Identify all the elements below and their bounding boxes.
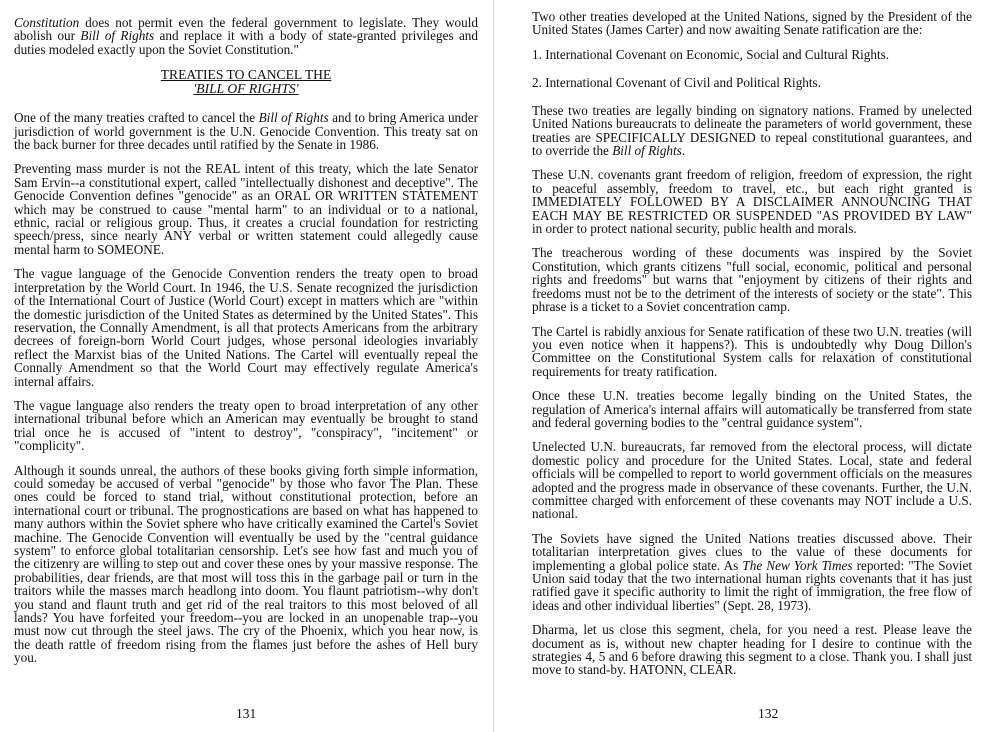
paragraph <box>14 111 478 151</box>
italic-term: Bill of Rights <box>80 28 155 44</box>
heading-line-2: 'BILL OF RIGHTS' <box>193 81 299 97</box>
paragraph: The treacherous wording of these documents was inspired by the Soviet Constitution, which grants citizens "full social, economic, political and personal rights and freedoms" but warns that "enjoyment by citizens of their rights and freedoms must not be to the detriment of the interests of society or the state". This phrase is a ticket to a Soviet concentration camp. <box>532 245 972 315</box>
paragraph: Dharma, let us close this segment, chela, for you need a rest. Please leave the document as is, without new chapter heading for I desire to continue with the strategies 4, 5 and 6 before drawing this segment to a close. Thank you. I shall just move to stand-by. HATONN, CLEAR. <box>532 622 972 678</box>
right-page <box>496 0 984 732</box>
paragraph: The vague language of the Genocide Convention renders the treaty open to broad interpretation by the World Court. In 1946, the U.S. Senate recognized the jurisdiction of the International Court of Justice (World Court) except in matters which are "within the domestic jurisdiction of the United States as determined by the United States". This reservation, the Connally Amendment, is all that protects Americans from the arbitrary decrees of foreign-born World Court judges, whose personal ideologies invariably reflect the Marxist bias of the United Nations. The Cartel will eventually repeal the Connally Amendment so that the World Court may effectively regulate America's internal affairs. <box>14 266 478 389</box>
text-run: One of the many treaties crafted to cancel the <box>14 110 259 126</box>
text-run: The Soviets have signed the United Nations treaties discussed above. Their totalitarian interpretation gives clues to the value of these documents for implementing a global police state. As <box>532 530 972 573</box>
paragraph <box>532 532 972 612</box>
page-number: 132 <box>758 706 779 721</box>
section-heading <box>14 68 478 96</box>
text-run: does not permit even the federal government to legislate. They would abolish our <box>14 15 478 44</box>
left-page <box>0 0 490 732</box>
text-run: These two treaties are legally binding on signatory nations. Framed by unelected United Nations bureaucrats to delineate the parameters of world government, these treaties are SPECIFICALLY DESIGNED to repeal constitutional guarantees, and to override the <box>532 102 972 159</box>
intro-paragraph <box>14 16 478 56</box>
paragraph: Although it sounds unreal, the authors of these books giving forth simple information, could someday be accused of verbal "genocide" by those who favor The Plan. These ones could be forced to stand trial, without constitutional protection, before an international court or tribunal. The prognostications are based on what has happened to many authors within the Soviet sphere who have critically examined the Cartel's Soviet machine. The Genocide Convention will eventually be used by the "central guidance system" to enforce global totalitarian censorship. Let's see how fast and much you of the citizenry are willing to step out and cover these ones by your massive response. The probabilities, dear friends, are that most will toss this in the garbage pail or turn in the traitors while the masses march headlong into doom. You flaunt patriotism--why don't you stand and flaunt truth and get rid of the real traitors to this most beloved of all lands? You have forfeited your freedom--you are locked in an unopenable trap--you must now cut through the steel jaws. The cry of the Phoenix, which you hear now, is the death rattle of freedom rising from the flames just before the ashes of Hell bury you. <box>14 462 478 666</box>
text-run: reported: "The Soviet Union said today that the two international human rights covenants that it has just ratified gave it specific authority to limit the right of immigration, the free flow of ideas and other individual liberties" (Sept. 28, 1973). <box>532 557 972 613</box>
paragraph <box>532 104 972 158</box>
paragraph: Once these U.N. treaties become legally binding on the United States, the regulation of America's internal affairs will automatically be transferred from state and federal governing bodies to the "central guidance system". <box>532 388 972 430</box>
text-run: and replace it with a body of state-granted privileges and duties modeled exactly upon the Soviet Constitution." <box>14 28 478 57</box>
paragraph: The vague language also renders the treaty open to broad interpretation of any other international tribunal before which an American may eventually be brought to stand trial once he is accused of "intent to destroy", "conspiracy", "incitement" or "complicity". <box>14 397 478 454</box>
paragraph: Two other treaties developed at the United Nations, signed by the President of the United States (James Carter) and now awaiting Senate ratification are the: <box>532 9 972 38</box>
page-gutter <box>493 0 494 732</box>
list-item: 1. International Covenant on Economic, Social and Cultural Rights. <box>532 46 890 62</box>
paragraph: The Cartel is rabidly anxious for Senate ratification of these two U.N. treaties (will you even notice when it happens?). This is undoubtedly why Doug Dillon's Committee on the Constitutional System calls for relaxation of constitutional requirements for treaty ratification. <box>532 323 972 379</box>
italic-term: Bill of Rights <box>258 110 329 126</box>
italic-term: Constitution <box>14 15 80 30</box>
list-item: 2. International Covenant of Civil and Political Rights. <box>532 74 821 90</box>
text-run: . <box>681 143 686 159</box>
italic-term: Bill of Rights <box>612 143 682 159</box>
paragraph: Preventing mass murder is not the REAL intent of this treaty, which the late Senator Sam Ervin--a constitutional expert, called "intellectually dishonest and deceptive". The Genocide Convention defines "genocide" as an ORAL OR WRITTEN STATEMENT which may be construed to cause "mental harm" to an individual or to a national, ethnic, racial or religious group. Thus, it creates a crucial foundation for restricting speech/press, since nearly ANY verbal or written statement could allegedly cause mental harm to SOMEONE. <box>14 161 478 257</box>
paragraph: These U.N. covenants grant freedom of religion, freedom of expression, the right to peaceful assembly, freedom to travel, etc., but each right granted is IMMEDIATELY FOLLOWED BY A DISCLAIMER ANNOUNCING THAT EACH MAY BE RESTRICTED OR SUSPENDED "AS PROVIDED BY LAW" in order to protect national security, public health and morals. <box>532 167 972 237</box>
text-run: and to bring America under jurisdiction of world government is the U.N. Genocide Convention. This treaty sat on the back burner for three decades until ratified by the Senate in 1986. <box>14 110 478 153</box>
italic-term: The New York Times <box>742 557 853 573</box>
paragraph: Unelected U.N. bureaucrats, far removed from the electoral process, will dictate domestic policy and procedure for the United States. Local, state and federal officials will be compelled to report to world government officials on the measures adopted and the progress made in observance of these covenants. Further, the U.N. committee charged with enforcement of these covenants may NOT include a U.S. national. <box>532 439 972 522</box>
heading-line-1: TREATIES TO CANCEL THE <box>160 67 332 83</box>
page-number: 131 <box>236 706 257 721</box>
